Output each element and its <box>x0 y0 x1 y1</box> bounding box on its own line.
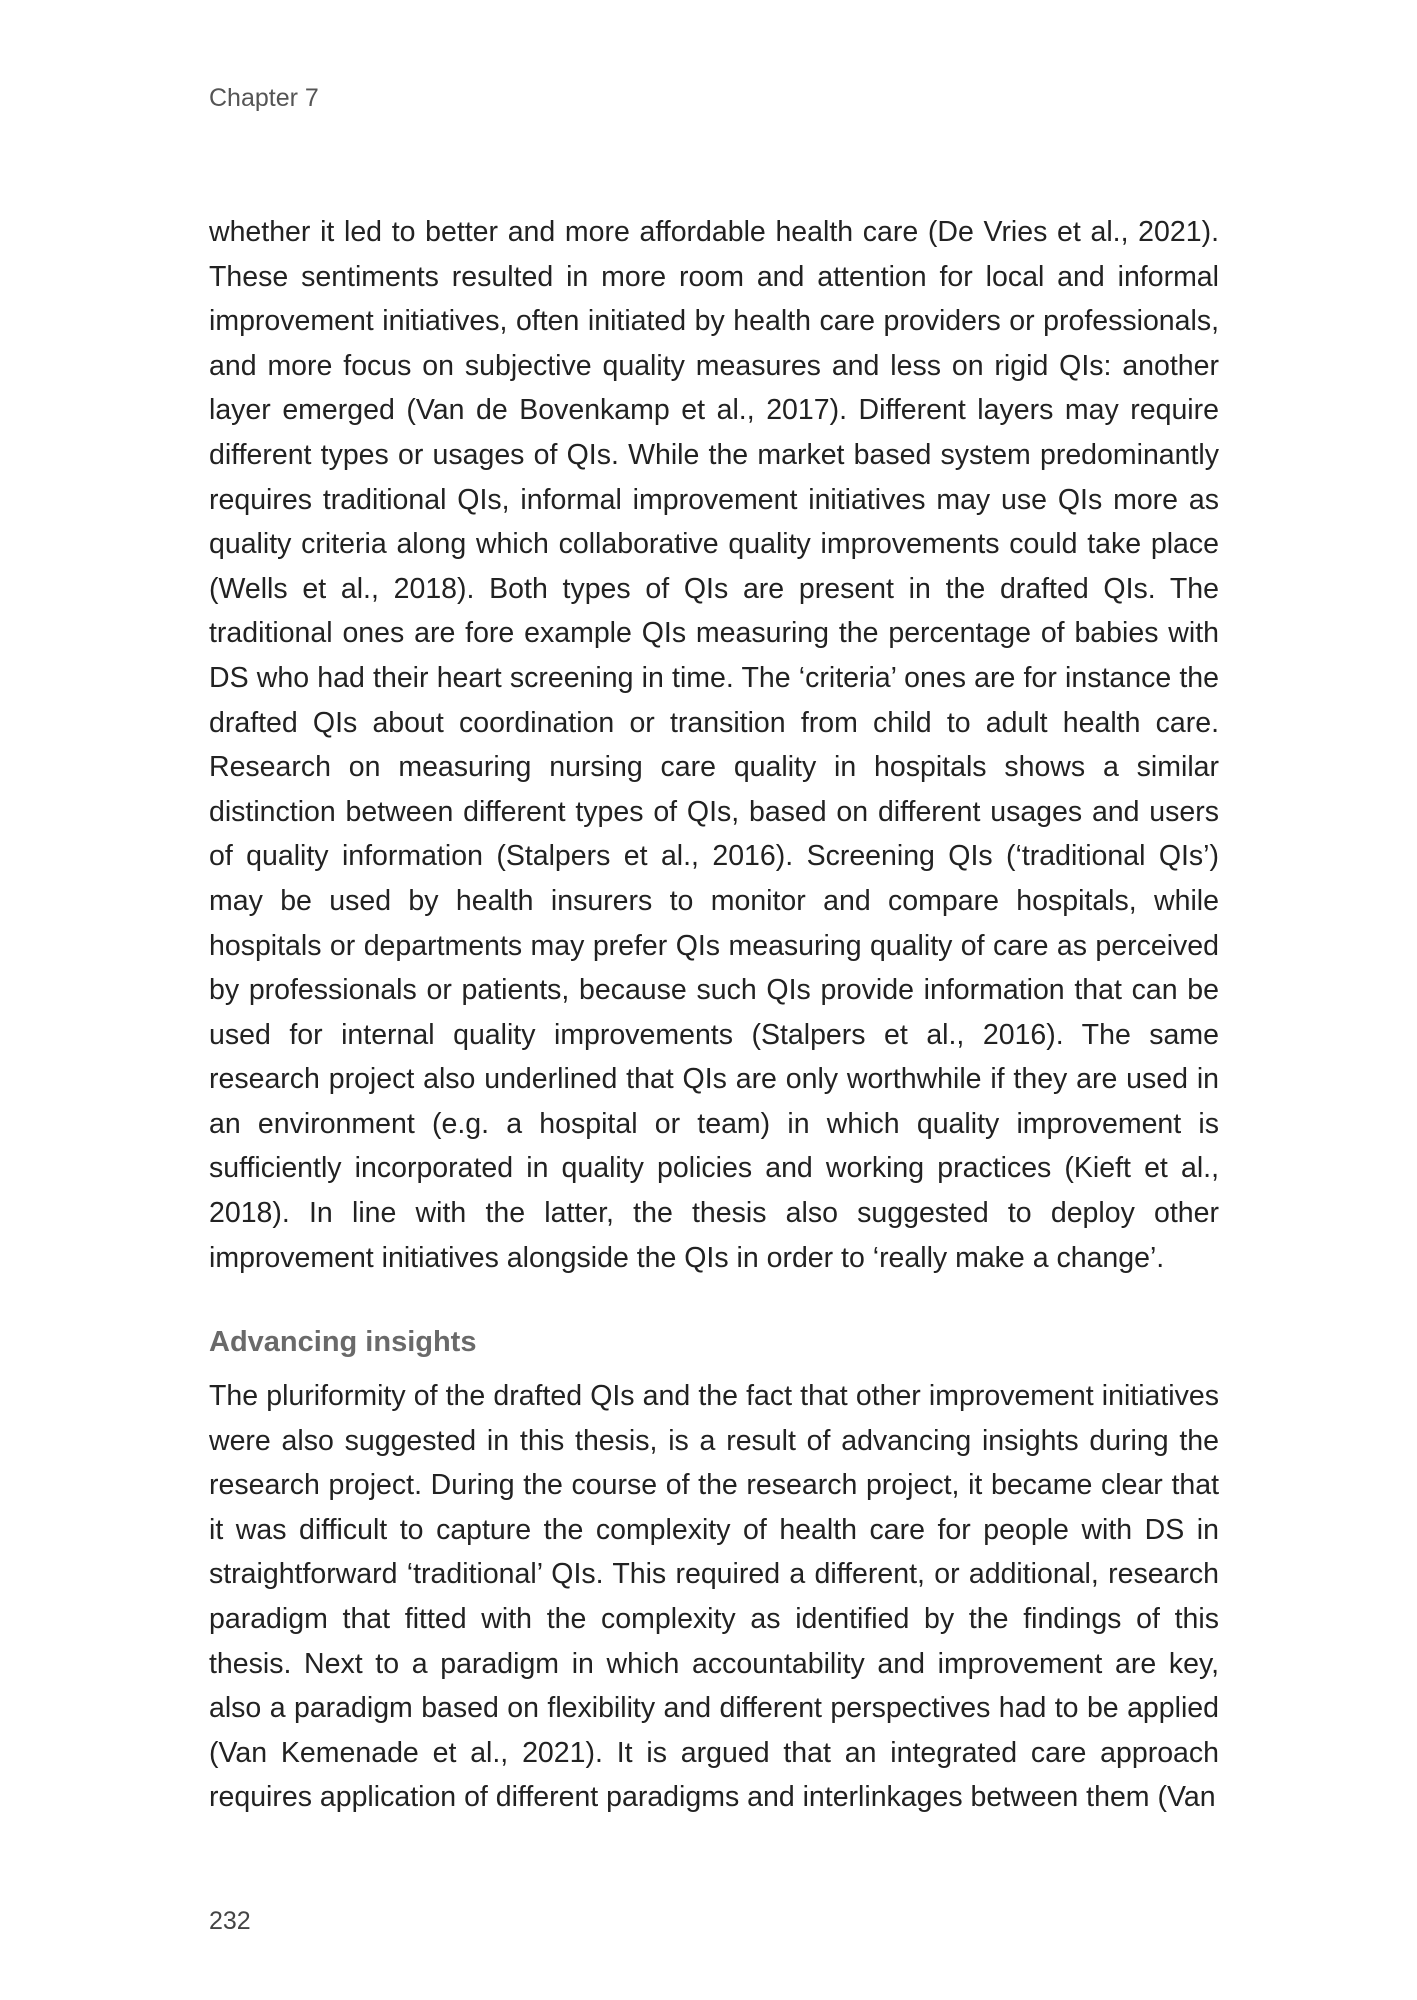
running-head: Chapter 7 <box>209 84 319 112</box>
paragraph-text: The pluriformity of the drafted QIs and the fact that other improvement initiatives were also suggested in this thesis, is a result of advancing insights during the research project. During the course of the research project, it became clear that it was difficult to capture the complexity of health care for people with DS in straightforward ‘traditional’ QIs. This required a different, or additional, research paradigm that fitted with the complexity as identified by the findings of this thesis. Next to a paradigm in which accountability and improvement are key, also a paradigm based on flexibility and different perspectives had to be applied (Van Kemenade et al., 2021). It is argued that an integrated care approach requires application of different paradigms and interlinkages between them (Van <box>209 1380 1219 1814</box>
paragraph-text: whether it led to better and more affordable health care (De Vries et al., 2021). These sentiments resulted in more room and attention for local and informal improvement initiatives, often initiated by health care providers or professionals, and more focus on subjective quality measures and less on rigid QIs: another layer emerged (Van de Bovenkamp et al., 2017). Different layers may require different types or usages of QIs. While the market based system predominantly requires traditional QIs, informal improvement initiatives may use QIs more as quality criteria along which collaborative quality improvements could take place (Wells et al., 2018). Both types of QIs are present in the drafted QIs. The traditional ones are fore example QIs measuring the percentage of babies with DS who had their heart screening in time. The ‘criteria’ ones are for instance the drafted QIs about coordination or transition from child to adult health care. Research on measuring nursing care quality in hospitals shows a similar distinction between different types of QIs, based on different usages and users of quality information (Stalpers et al., 2016). Screening QIs (‘traditional QIs’) may be used by health insurers to monitor and compare hospitals, while hospitals or departments may prefer QIs measuring quality of care as perceived by professionals or patients, because such QIs provide information that can be used for internal quality improvements (Stalpers et al., 2016). The same research project also underlined that QIs are only worthwhile if they are used in an environment (e.g. a hospital or team) in which quality improvement is sufficiently incorporated in quality policies and working practices (Kieft et al., 2018). In line with the latter, the thesis also suggested to deploy other improvement initiatives alongside the QIs in order to ‘really make a change’. <box>209 216 1219 1274</box>
section-heading: Advancing insights <box>209 1326 477 1358</box>
body-paragraph-1 <box>209 210 1219 1280</box>
body-paragraph-2 <box>209 1374 1219 1820</box>
page-number: 232 <box>209 1907 251 1935</box>
